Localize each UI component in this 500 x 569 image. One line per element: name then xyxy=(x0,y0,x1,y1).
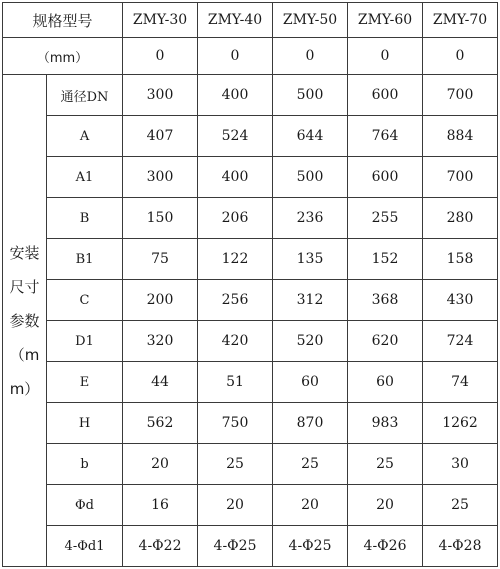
model-cell: ZMY-60 xyxy=(348,3,423,38)
value-cell: 152 xyxy=(348,239,423,280)
value-cell: 430 xyxy=(423,280,498,321)
value-cell: 562 xyxy=(123,403,198,444)
table-row xyxy=(3,116,498,157)
param-label: H xyxy=(47,403,123,444)
value-cell: 520 xyxy=(273,321,348,362)
value-cell: 4-Φ25 xyxy=(198,526,273,567)
table-row xyxy=(3,362,498,403)
value-cell: 312 xyxy=(273,280,348,321)
value-cell: 884 xyxy=(423,116,498,157)
value-cell: 300 xyxy=(123,157,198,198)
value-cell: 20 xyxy=(198,485,273,526)
param-label: E xyxy=(47,362,123,403)
table-row xyxy=(3,526,498,567)
value-cell: 135 xyxy=(273,239,348,280)
value-cell: 400 xyxy=(198,75,273,116)
value-cell: 236 xyxy=(273,198,348,239)
value-cell: 60 xyxy=(273,362,348,403)
param-label: C xyxy=(47,280,123,321)
value-cell: 420 xyxy=(198,321,273,362)
value-cell: 44 xyxy=(123,362,198,403)
value-cell: 700 xyxy=(423,75,498,116)
param-label: A xyxy=(47,116,123,157)
param-label: B xyxy=(47,198,123,239)
value-cell: 150 xyxy=(123,198,198,239)
value-cell: 158 xyxy=(423,239,498,280)
value-cell: 500 xyxy=(273,157,348,198)
table-row xyxy=(3,444,498,485)
value-cell: 74 xyxy=(423,362,498,403)
value-cell: 60 xyxy=(348,362,423,403)
spec-table xyxy=(2,2,498,567)
value-cell: 320 xyxy=(123,321,198,362)
value-cell: 620 xyxy=(348,321,423,362)
value-cell: 700 xyxy=(423,157,498,198)
param-label: b xyxy=(47,444,123,485)
table-row xyxy=(3,403,498,444)
table-row xyxy=(3,485,498,526)
model-suffix-cell: 0 xyxy=(423,38,498,75)
value-cell: 983 xyxy=(348,403,423,444)
value-cell: 25 xyxy=(348,444,423,485)
model-cell: ZMY-30 xyxy=(123,3,198,38)
model-suffix-cell: 0 xyxy=(123,38,198,75)
unit-label: （mm） xyxy=(3,38,123,75)
model-suffix-cell: 0 xyxy=(198,38,273,75)
value-cell: 4-Φ28 xyxy=(423,526,498,567)
value-cell: 25 xyxy=(273,444,348,485)
param-label: B1 xyxy=(47,239,123,280)
value-cell: 4-Φ26 xyxy=(348,526,423,567)
value-cell: 75 xyxy=(123,239,198,280)
value-cell: 25 xyxy=(198,444,273,485)
value-cell: 51 xyxy=(198,362,273,403)
table-row xyxy=(3,280,498,321)
group-label: 安装尺寸参数（mm） xyxy=(3,75,47,567)
model-suffix-cell: 0 xyxy=(273,38,348,75)
header-row-models xyxy=(3,3,498,38)
value-cell: 600 xyxy=(348,157,423,198)
value-cell: 644 xyxy=(273,116,348,157)
value-cell: 20 xyxy=(348,485,423,526)
table-row xyxy=(3,157,498,198)
value-cell: 122 xyxy=(198,239,273,280)
value-cell: 4-Φ22 xyxy=(123,526,198,567)
value-cell: 407 xyxy=(123,116,198,157)
model-cell: ZMY-40 xyxy=(198,3,273,38)
value-cell: 4-Φ25 xyxy=(273,526,348,567)
value-cell: 400 xyxy=(198,157,273,198)
value-cell: 25 xyxy=(423,485,498,526)
value-cell: 870 xyxy=(273,403,348,444)
value-cell: 750 xyxy=(198,403,273,444)
value-cell: 280 xyxy=(423,198,498,239)
model-cell: ZMY-50 xyxy=(273,3,348,38)
value-cell: 255 xyxy=(348,198,423,239)
value-cell: 200 xyxy=(123,280,198,321)
table-row xyxy=(3,321,498,362)
value-cell: 500 xyxy=(273,75,348,116)
table-row xyxy=(3,75,498,116)
param-label: D1 xyxy=(47,321,123,362)
value-cell: 256 xyxy=(198,280,273,321)
model-cell: ZMY-70 xyxy=(423,3,498,38)
param-label: A1 xyxy=(47,157,123,198)
header-row-units xyxy=(3,38,498,75)
param-label: 通径DN xyxy=(47,75,123,116)
value-cell: 20 xyxy=(123,444,198,485)
value-cell: 724 xyxy=(423,321,498,362)
value-cell: 20 xyxy=(273,485,348,526)
value-cell: 1262 xyxy=(423,403,498,444)
model-suffix-cell: 0 xyxy=(348,38,423,75)
value-cell: 300 xyxy=(123,75,198,116)
table-row xyxy=(3,198,498,239)
table-row xyxy=(3,239,498,280)
spec-title: 规格型号 xyxy=(3,3,123,38)
value-cell: 600 xyxy=(348,75,423,116)
value-cell: 16 xyxy=(123,485,198,526)
value-cell: 368 xyxy=(348,280,423,321)
value-cell: 764 xyxy=(348,116,423,157)
value-cell: 30 xyxy=(423,444,498,485)
value-cell: 524 xyxy=(198,116,273,157)
param-label: Φd xyxy=(47,485,123,526)
value-cell: 206 xyxy=(198,198,273,239)
param-label: 4-Φd1 xyxy=(47,526,123,567)
